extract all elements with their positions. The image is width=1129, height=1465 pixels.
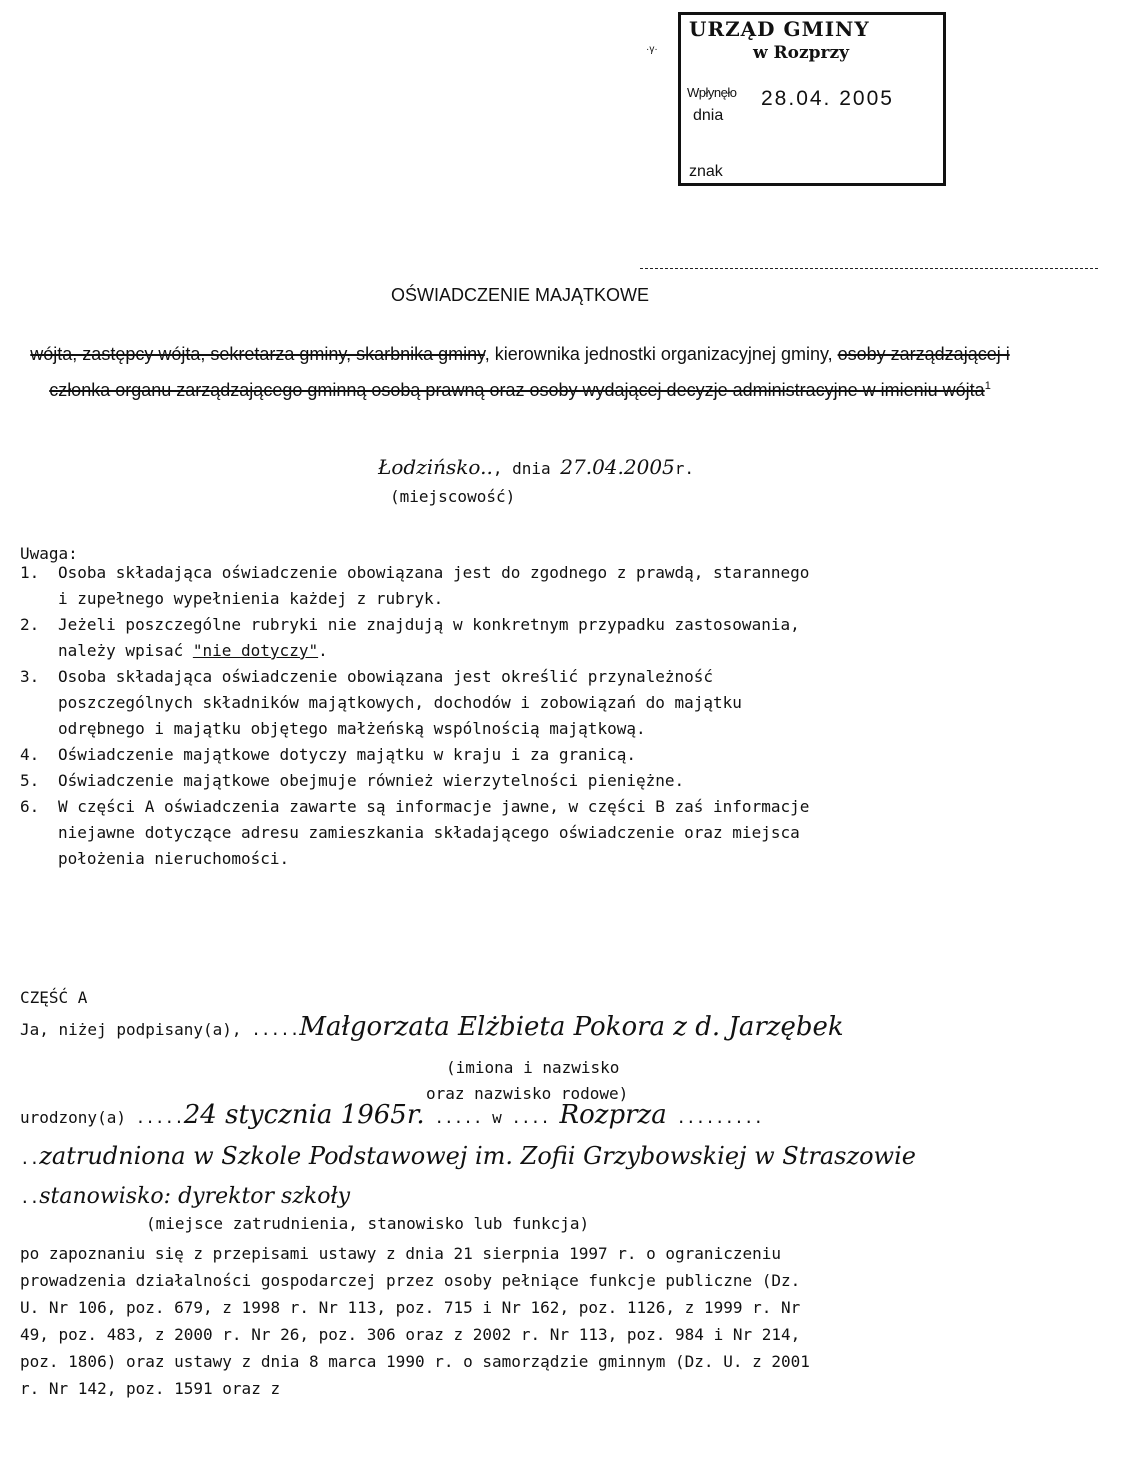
note-item: 2. Jeżeli poszczególne rubryki nie znajdują w konkretnym przypadku zastosowania, należy wpisać "nie dotyczy". xyxy=(20,615,800,660)
heading-footnote: 1 xyxy=(984,380,991,392)
stamp-ref-label: znak xyxy=(689,163,723,180)
born-date-handwritten: 24 stycznia 1965r. xyxy=(183,1100,425,1130)
born-end-dots: ......... xyxy=(666,1108,764,1127)
stamp-day-label: dnia xyxy=(693,107,724,124)
heading-kept: , kierownika jednostki organizacyjnej gminy, xyxy=(484,344,838,364)
date-handwritten: 27.04.2005 xyxy=(560,455,675,479)
stamp-received-date: 28.04. 2005 xyxy=(761,87,894,110)
job-line-1 xyxy=(20,1142,916,1170)
stamp-place: w Rozprzy xyxy=(753,43,850,63)
stamp-received-label: Wpłynęło xyxy=(687,85,737,100)
job-handwritten-2: stanowisko: dyrektor szkoły xyxy=(39,1184,351,1209)
notes-title: Uwaga: xyxy=(20,544,78,563)
name-handwritten: Małgorzata Elżbieta Pokora z d. Jarzębek xyxy=(299,1012,844,1042)
born-place-handwritten: Rozprza xyxy=(559,1100,667,1130)
heading-struck-2: osoby zarządzającej i członka organu zarządzającego gminną osobą prawną oraz osoby wydającej decyzje administracyjne w imieniu wójta xyxy=(49,344,1010,400)
legal-basis-text: po zapoznaniu się z przepisami ustawy z dnia 21 sierpnia 1997 r. o ograniczeniu prowadzenia działalności gospodarczej przez osoby pełniące funkcje publiczne (Dz. U. Nr 106, poz. 679, z 1998 r. Nr 113, poz. 715 i Nr 162, poz. 1126, z 1999 r. Nr 49, poz. 483, z 2000 r. Nr 26, poz. 306 oraz z 2002 r. Nr 113, poz. 984 i Nr 214, poz. 1806) oraz ustawy z dnia 8 marca 1990 r. o samorządzie gminnym (Dz. U. z 2001 r. Nr 142, poz. 1591 oraz z xyxy=(20,1244,810,1398)
name-line xyxy=(20,1012,844,1042)
job-dots-1: .. xyxy=(20,1149,40,1168)
birth-line xyxy=(20,1100,763,1130)
place-handwritten: Łodzińsko.. xyxy=(378,455,493,479)
job-note: (miejsce zatrudnienia, stanowisko lub funkcja) xyxy=(146,1214,590,1233)
note-item: 6. W części A oświadczenia zawarte są informacje jawne, w części B zaś informacje niejawne dotyczące adresu zamieszkania składającego oświadczenie oraz miejsca położenia nieruchomości. xyxy=(20,797,810,868)
job-handwritten-1: zatrudniona w Szkole Podstawowej im. Zofii Grzybowskiej w Straszowie xyxy=(39,1142,916,1170)
corner-mark: ·γ· xyxy=(646,44,658,55)
name-note-1: (imiona i nazwisko xyxy=(446,1058,620,1077)
name-label: Ja, niżej podpisany(a), xyxy=(20,1020,252,1039)
part-a-title: CZĘŚĆ A xyxy=(20,988,88,1007)
received-stamp xyxy=(678,12,946,186)
heading-struck-1: wójta, zastępcy wójta, sekretarza gminy, skarbnika gminy xyxy=(30,344,485,364)
underlined-phrase: "nie dotyczy" xyxy=(192,641,319,660)
note-item: 5. Oświadczenie majątkowe obejmuje również wierzytelności pieniężne. xyxy=(20,771,685,790)
place-date-line xyxy=(378,455,694,479)
dashed-divider xyxy=(640,268,1098,269)
date-label: , dnia xyxy=(492,459,561,478)
name-dots: ..... xyxy=(251,1020,300,1039)
born-label: urodzony(a) xyxy=(20,1108,136,1127)
job-dots-2: .. xyxy=(20,1188,40,1207)
born-in-label: ..... w .... xyxy=(424,1108,560,1127)
date-suffix: r. xyxy=(674,459,695,478)
notes-list xyxy=(20,560,820,872)
job-line-2 xyxy=(20,1184,350,1209)
stamp-office: URZĄD GMINY xyxy=(689,17,870,41)
name-note-2: oraz nazwisko rodowe) xyxy=(426,1084,629,1103)
note-item: 3. Osoba składająca oświadczenie obowiązana jest określić przynależność poszczególnych składników majątkowych, dochodów i zobowiązań do majątku odrębnego i majątku objętego małżeńską wspólnością majątkową. xyxy=(20,667,742,738)
note-item: 1. Osoba składająca oświadczenie obowiązana jest do zgodnego z prawdą, starannego i zupełnego wypełnienia każdej z rubryk. xyxy=(20,563,810,608)
document-title: OŚWIADCZENIE MAJĄTKOWE xyxy=(390,285,649,305)
born-dots: ..... xyxy=(135,1108,184,1127)
note-item: 4. Oświadczenie majątkowe dotyczy majątku w kraju i za granicą. xyxy=(20,745,636,764)
document-heading xyxy=(30,338,1010,406)
place-note: (miejscowość) xyxy=(390,487,516,506)
